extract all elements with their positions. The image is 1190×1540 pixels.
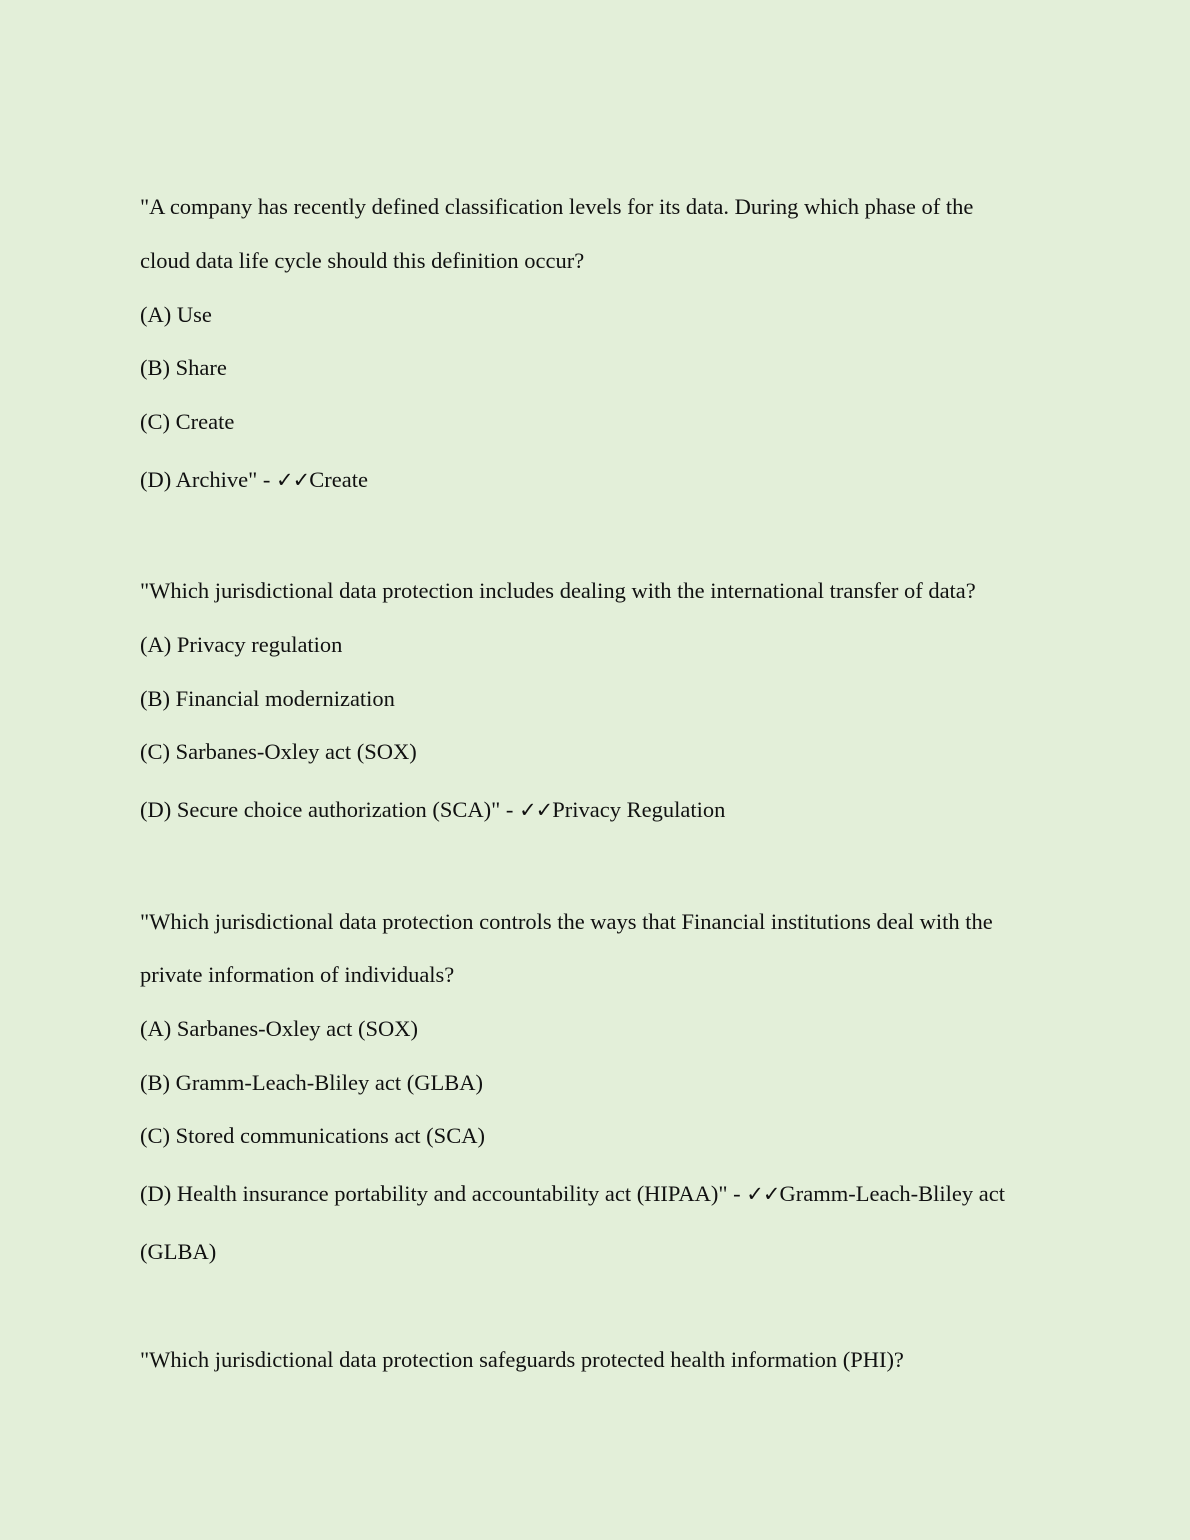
question-3-answer: Gramm-Leach-Bliley act	[779, 1181, 1006, 1206]
question-2-option-d-text: (D) Secure choice authorization (SCA)" -	[140, 797, 520, 822]
question-3-answer-continued: (GLBA)	[140, 1239, 217, 1264]
question-2-option-a: (A) Privacy regulation	[140, 632, 343, 657]
question-2-option-b: (B) Financial modernization	[140, 686, 395, 711]
question-3-option-c: (C) Stored communications act (SCA)	[140, 1123, 485, 1148]
question-2-stem-line-1: "Which jurisdictional data protection includes dealing with the international transfer of data?	[140, 578, 976, 603]
question-1-option-b: (B) Share	[140, 355, 227, 380]
question-2-option-d	[140, 795, 725, 825]
question-1-answer: Create	[309, 467, 368, 492]
question-1-option-d	[140, 465, 368, 495]
check-mark-icon: ✓✓	[746, 1182, 780, 1206]
question-1-option-c: (C) Create	[140, 409, 235, 434]
question-1-option-d-text: (D) Archive" -	[140, 467, 277, 492]
question-3-option-b: (B) Gramm-Leach-Bliley act (GLBA)	[140, 1070, 483, 1095]
question-2-option-c: (C) Sarbanes-Oxley act (SOX)	[140, 739, 417, 764]
question-3-option-d-text: (D) Health insurance portability and accountability act (HIPAA)" -	[140, 1181, 747, 1206]
question-3-option-a: (A) Sarbanes-Oxley act (SOX)	[140, 1016, 419, 1041]
question-3-option-d	[140, 1179, 1005, 1209]
check-mark-icon: ✓✓	[519, 798, 553, 822]
question-1-stem-line-2: cloud data life cycle should this definition occur?	[140, 248, 585, 273]
question-3-stem-line-2: private information of individuals?	[140, 962, 455, 987]
question-2-answer: Privacy Regulation	[552, 797, 726, 822]
check-mark-icon: ✓✓	[276, 468, 310, 492]
question-4-stem-line-1: "Which jurisdictional data protection safeguards protected health information (PHI)?	[140, 1347, 904, 1372]
question-1-stem-line-1: "A company has recently defined classification levels for its data. During which phase of the	[140, 194, 974, 219]
question-1-option-a: (A) Use	[140, 302, 212, 327]
question-3-stem-line-1: "Which jurisdictional data protection controls the ways that Financial institutions deal with the	[140, 909, 993, 934]
